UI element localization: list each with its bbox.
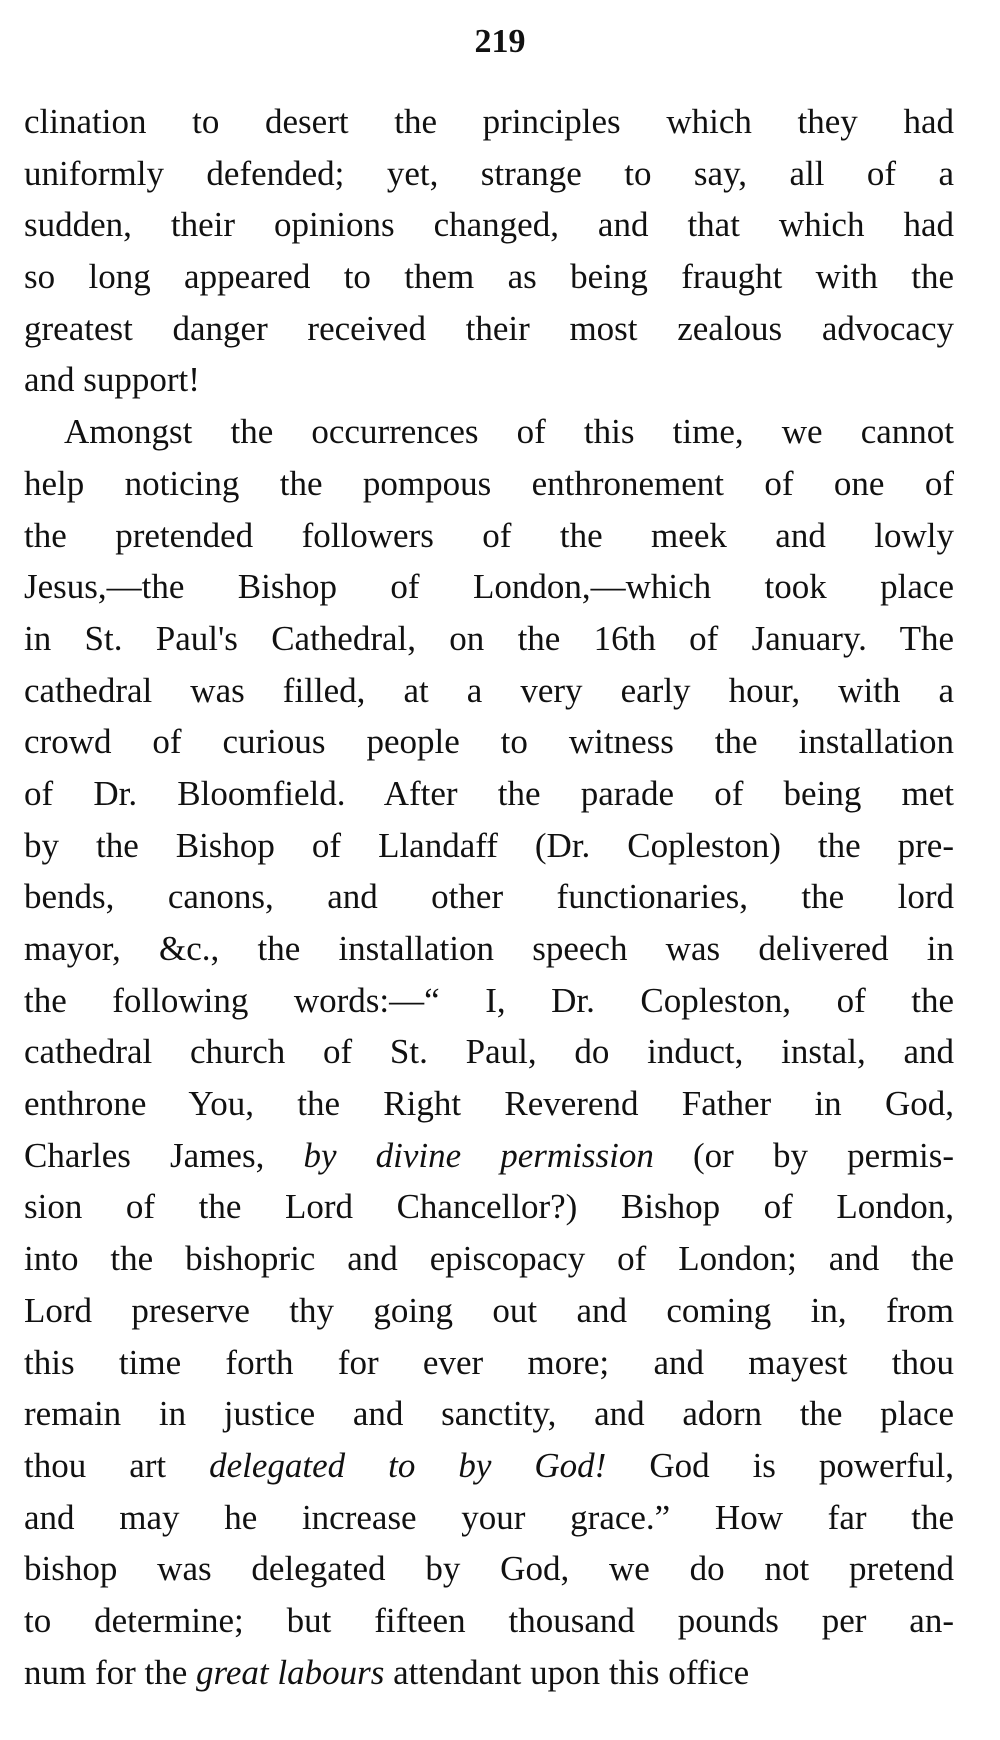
text-line (24, 1440, 954, 1492)
text-line (24, 665, 954, 717)
text-run: Charles James, (24, 1135, 304, 1175)
text-line (24, 871, 954, 923)
text-run: into the bishopric and episcopacy of London; and the (24, 1239, 954, 1279)
text-line (24, 1595, 954, 1647)
text-line (24, 820, 954, 872)
italic-text: delegated to by God! (209, 1445, 607, 1485)
text-line (24, 1181, 954, 1233)
text-line (24, 510, 954, 562)
text-line (24, 1647, 954, 1699)
text-run: bends, canons, and other functionaries, the lord (24, 877, 954, 917)
text-run: the following words:—“ I, Dr. Copleston, of the (24, 980, 954, 1020)
italic-text: great labours (196, 1652, 385, 1692)
text-line (24, 768, 954, 820)
text-line (24, 1285, 954, 1337)
text-run: bishop was delegated by God, we do not pretend (24, 1549, 954, 1589)
text-line (24, 1233, 954, 1285)
text-run: so long appeared to them as being fraught with the (24, 257, 954, 297)
text-run: help noticing the pompous enthronement of one of (24, 463, 954, 503)
text-line (24, 251, 954, 303)
text-line (24, 975, 954, 1027)
text-line (24, 96, 954, 148)
text-run: by the Bishop of Llandaff (Dr. Copleston) the pre- (24, 825, 954, 865)
text-run: God is powerful, (606, 1445, 954, 1485)
text-run: (or by permis- (653, 1135, 954, 1175)
text-line (24, 1337, 954, 1389)
text-run: cathedral church of St. Paul, do induct, instal, and (24, 1032, 954, 1072)
text-run: enthrone You, the Right Reverend Father in God, (24, 1084, 954, 1124)
italic-text: by divine permission (303, 1135, 654, 1175)
text-line (24, 458, 954, 510)
text-run: Lord preserve thy going out and coming in, from (24, 1290, 954, 1330)
text-run: and support! (24, 360, 200, 400)
text-run: attendant upon this office (384, 1652, 750, 1692)
text-run: to determine; but fifteen thousand pounds per an- (24, 1600, 954, 1640)
text-line (24, 923, 954, 975)
text-line (24, 148, 954, 200)
text-run: cathedral was filled, at a very early hour, with a (24, 670, 954, 710)
text-line (24, 1078, 954, 1130)
text-line (24, 1130, 954, 1182)
text-run: uniformly defended; yet, strange to say, all of a (24, 153, 954, 193)
text-run: sudden, their opinions changed, and that which had (24, 205, 954, 245)
text-run: sion of the Lord Chancellor?) Bishop of London, (24, 1187, 954, 1227)
text-line (24, 1492, 954, 1544)
text-line (24, 303, 954, 355)
body-text (24, 96, 954, 1698)
paragraph (24, 96, 954, 406)
text-run: the pretended followers of the meek and lowly (24, 515, 954, 555)
text-run: remain in justice and sanctity, and adorn the place (24, 1394, 954, 1434)
text-run: Jesus,—the Bishop of London,—which took place (24, 567, 954, 607)
text-run: clination to desert the principles which they had (24, 102, 954, 141)
text-line (24, 406, 954, 458)
text-run: and may he increase your grace.” How far the (24, 1497, 954, 1537)
text-run: thou art (24, 1445, 210, 1485)
text-run: greatest danger received their most zealous advocacy (24, 308, 954, 348)
text-line (24, 1026, 954, 1078)
text-run: this time forth for ever more; and mayest thou (24, 1342, 954, 1382)
text-line (24, 199, 954, 251)
text-run: of Dr. Bloomfield. After the parade of being met (24, 773, 954, 813)
text-run: mayor, &c., the installation speech was delivered in (24, 929, 954, 968)
text-line (24, 716, 954, 768)
page-number: 219 (474, 23, 526, 60)
text-line (24, 354, 954, 406)
text-run: Amongst the occurrences of this time, we cannot (64, 412, 954, 452)
text-line (24, 613, 954, 665)
text-line (24, 1388, 954, 1440)
text-run: in St. Paul's Cathedral, on the 16th of January. The (24, 618, 954, 658)
text-run: num for the (24, 1652, 197, 1692)
paragraph (24, 406, 954, 1698)
text-line (24, 561, 954, 613)
text-run: crowd of curious people to witness the installation (24, 722, 954, 762)
text-line (24, 1543, 954, 1595)
